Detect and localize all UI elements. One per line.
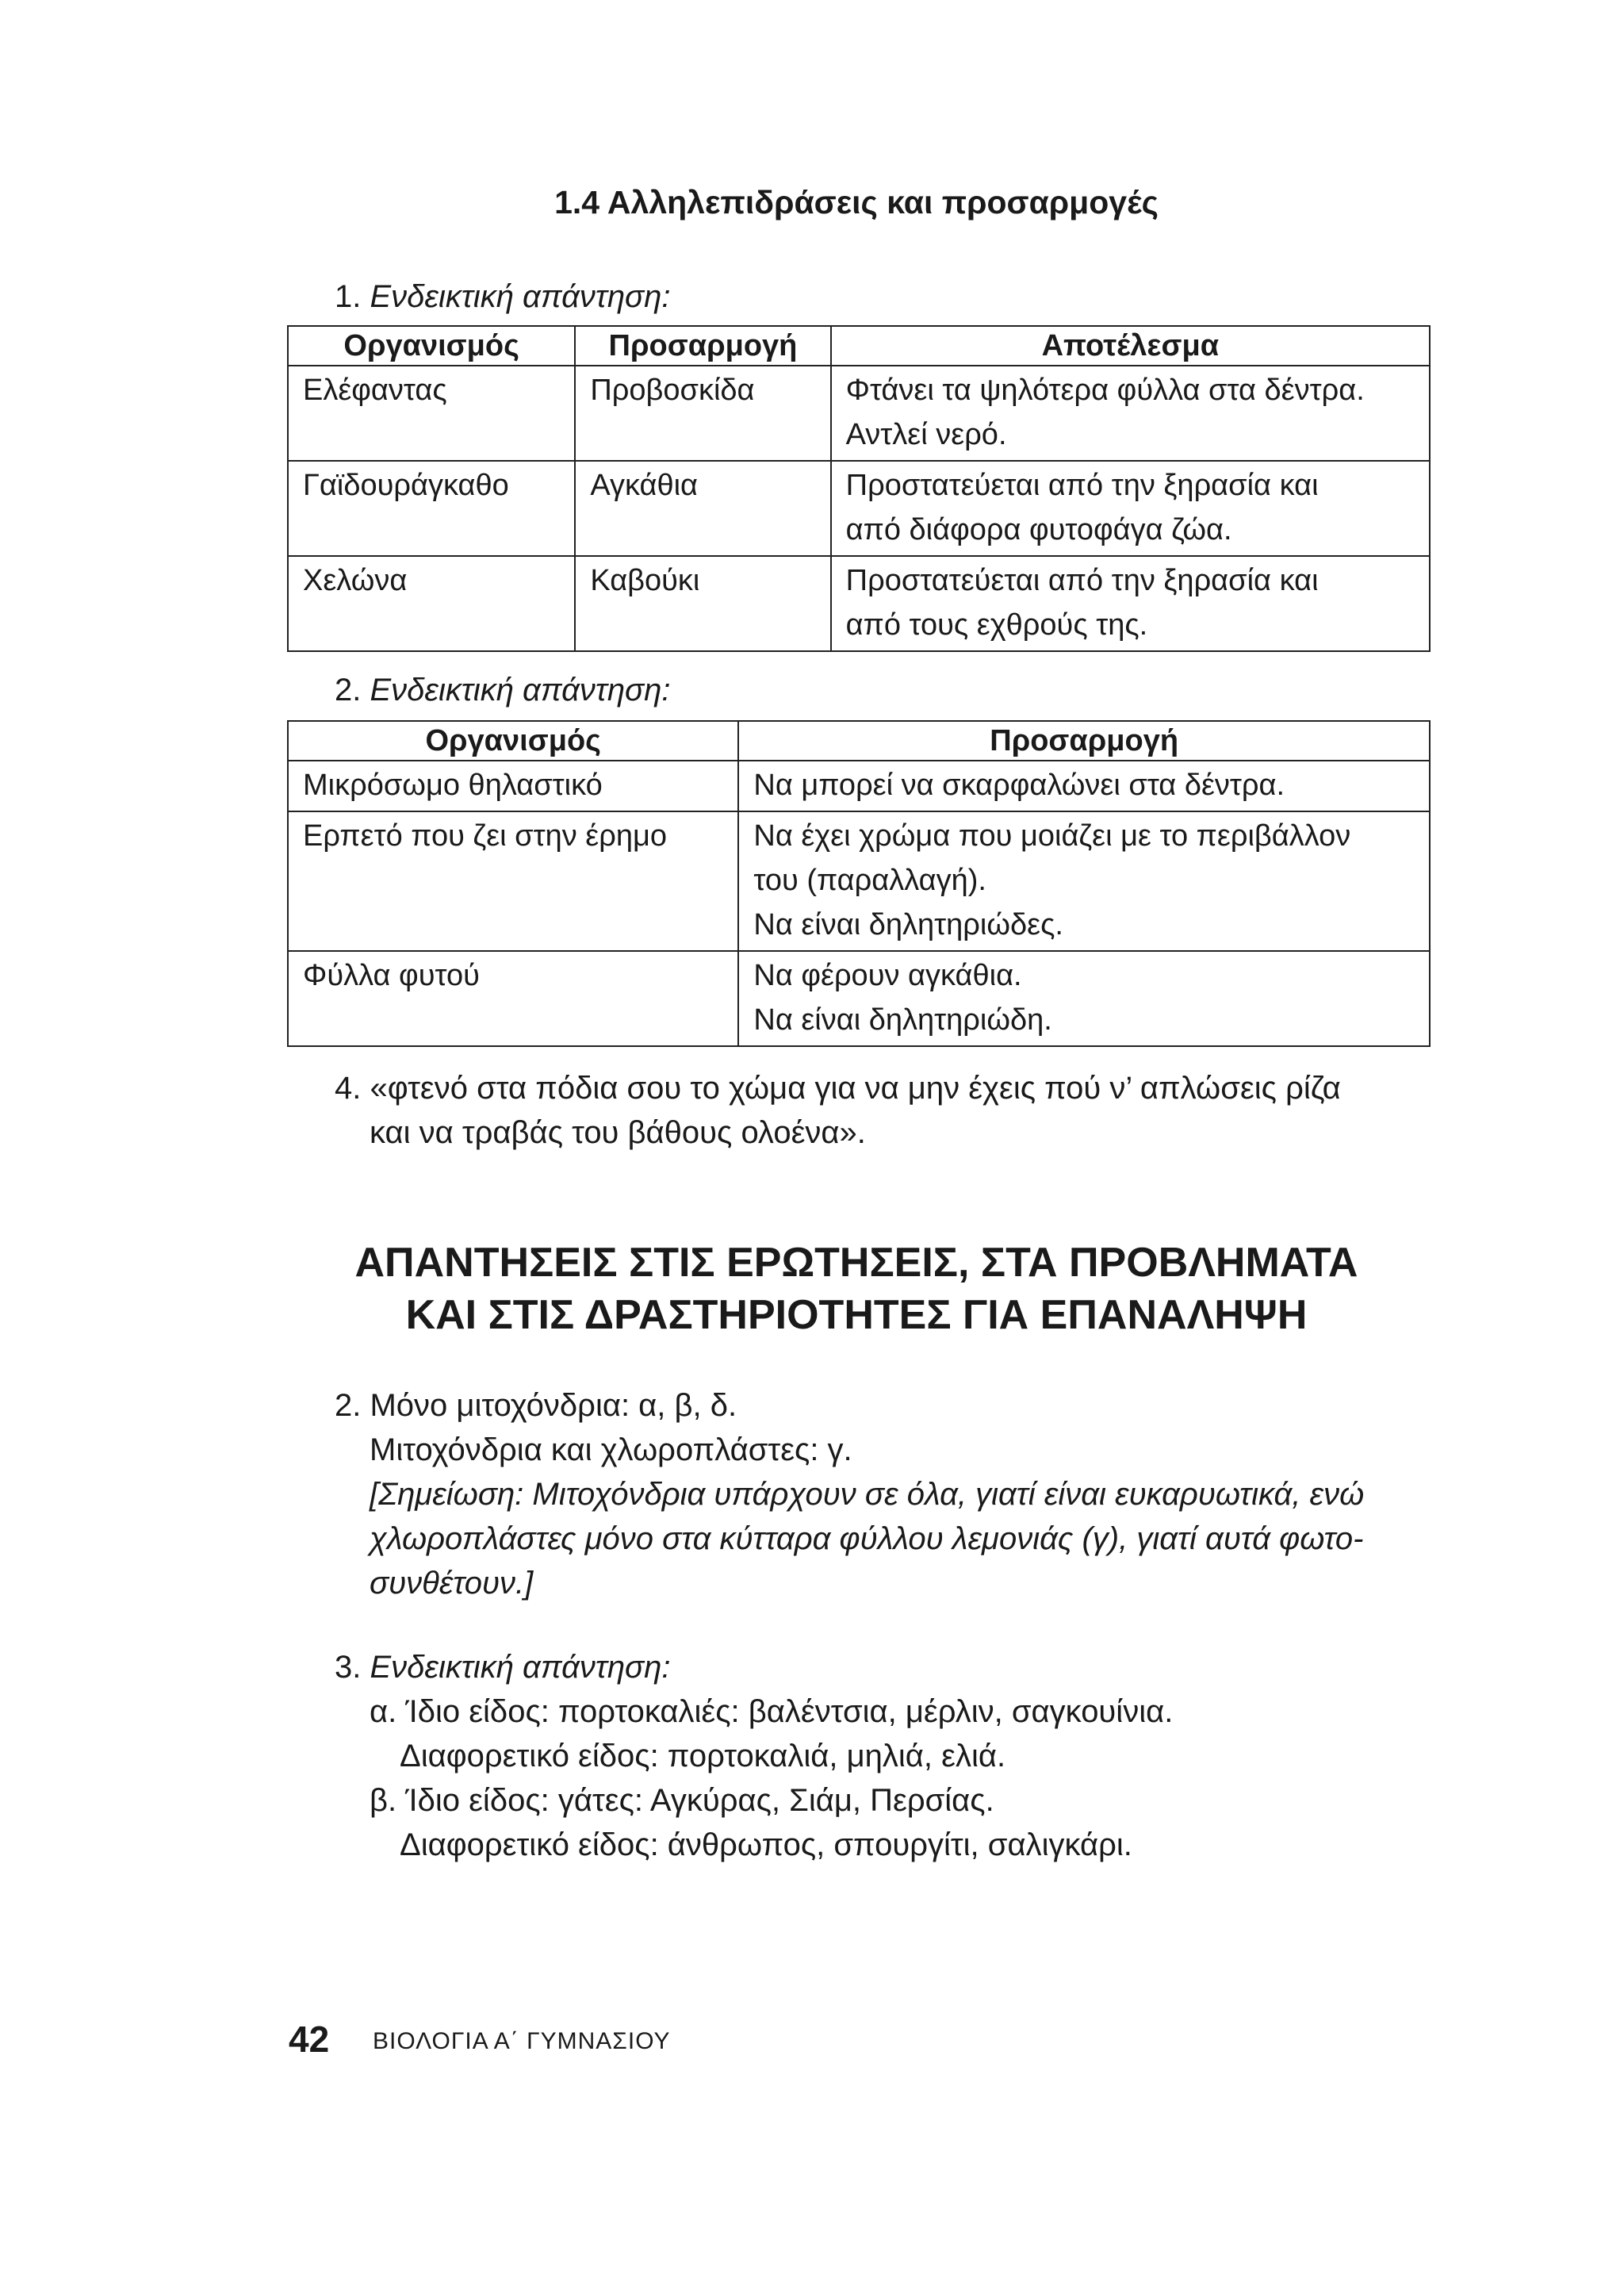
table-header-row [288,721,1430,761]
table-row [288,366,1430,461]
book-title: ΒΙΟΛΟΓΙΑ Α΄ ΓΥΜΝΑΣΙΟΥ [373,2028,671,2054]
table-row [288,761,1430,811]
cell-line: από τους εχθρούς της. [845,608,1148,642]
cell-line: του (παραλλαγή). [753,864,986,897]
q2-number: 2. [335,673,362,707]
cell-result [831,366,1430,461]
q4-text: «φτενό στα πόδια σου το χώμα για να μην έχεις πού ν’ απλώσεις ρίζα [370,1071,1341,1106]
cell-result [831,461,1430,556]
header-organism: Οργανισμός [288,721,738,761]
cell-line: Να είναι δηλητηριώδες. [753,908,1063,941]
r3-number: 3. [335,1650,362,1685]
q4-number: 4. [335,1071,362,1106]
q2-table [287,720,1431,1047]
q1-label: Ενδεικτική απάντηση: [370,279,671,314]
table-row [288,461,1430,556]
cell-organism: Μικρόσωμο θηλαστικό [288,761,738,811]
cell-adaptation [738,811,1430,951]
r3-b-line-1: β. Ίδιο είδος: γάτες: Αγκύρας, Σιάμ, Περσίας. [370,1783,994,1818]
cell-line: Να είναι δηλητηριώδη. [753,1003,1052,1037]
r3-heading [335,1650,671,1685]
cell-adaptation: Αγκάθια [575,461,830,556]
cell-organism: Γαϊδουράγκαθο [288,461,575,556]
r2-line-2: Μιτοχόνδρια και χλωροπλάστες: γ. [370,1432,852,1467]
q1-heading [335,279,671,315]
r3-a-line-2: Διαφορετικό είδος: πορτοκαλιά, μηλιά, ελιά. [400,1739,1006,1773]
review-title-line-2: ΚΑΙ ΣΤΙΣ ΔΡΑΣΤΗΡΙΟΤΗΤΕΣ ΓΙΑ ΕΠΑΝΑΛΗΨΗ [405,1292,1308,1338]
r2-text: Μόνο μιτοχόνδρια: α, β, δ. [370,1388,737,1423]
cell-adaptation: Προβοσκίδα [575,366,830,461]
r3-a-line-1: α. Ίδιο είδος: πορτοκαλιές: βαλέντσια, μέρλιν, σαγκουίνια. [370,1694,1174,1729]
q4-line-1 [335,1071,1341,1106]
q2-label: Ενδεικτική απάντηση: [370,673,671,707]
cell-organism: Ελέφαντας [288,366,575,461]
review-title-line-1: ΑΠΑΝΤΗΣΕΙΣ ΣΤΙΣ ΕΡΩΤΗΣΕΙΣ, ΣΤΑ ΠΡΟΒΛΗΜΑΤΑ [354,1240,1358,1286]
cell-line: Να έχει χρώμα που μοιάζει με το περιβάλλον [753,819,1351,853]
r2-note-line-3: συνθέτουν.] [370,1566,534,1601]
cell-adaptation [738,761,1430,811]
table-header-row [288,326,1430,366]
cell-result [831,556,1430,651]
r2-note-line-2: χλωροπλάστες μόνο στα κύτταρα φύλλου λεμονιάς (γ), γιατί αυτά φωτο- [370,1521,1364,1556]
cell-line: Φτάνει τα ψηλότερα φύλλα στα δέντρα. [845,374,1365,407]
section-title: 1.4 Αλληλεπιδράσεις και προσαρμογές [554,184,1159,220]
r2-note-line-1: [Σημείωση: Μιτοχόνδρια υπάρχουν σε όλα, γιατί είναι ευκαρυωτικά, ενώ [370,1477,1365,1512]
q1-number: 1. [335,279,362,314]
cell-organism: Χελώνα [288,556,575,651]
cell-line: από διάφορα φυτοφάγα ζώα. [845,513,1232,546]
cell-line: Να μπορεί να σκαρφαλώνει στα δέντρα. [753,769,1285,802]
r2-number: 2. [335,1388,362,1423]
header-result: Αποτέλεσμα [831,326,1430,366]
cell-line: Να φέρουν αγκάθια. [753,959,1022,992]
header-organism: Οργανισμός [288,326,575,366]
cell-line: Προστατεύεται από την ξηρασία και [845,469,1319,502]
cell-line: Αντλεί νερό. [845,418,1007,451]
cell-adaptation: Καβούκι [575,556,830,651]
r3-b-line-2: Διαφορετικό είδος: άνθρωπος, σπουργίτι, σαλιγκάρι. [400,1827,1132,1862]
table-row [288,556,1430,651]
r2-line-1 [335,1388,737,1424]
cell-organism: Ερπετό που ζει στην έρημο [288,811,738,951]
r3-label: Ενδεικτική απάντηση: [370,1650,671,1685]
q4-line-2: και να τραβάς του βάθους ολοένα». [370,1115,866,1150]
cell-adaptation [738,951,1430,1046]
table-row [288,951,1430,1046]
header-adaptation: Προσαρμογή [738,721,1430,761]
q1-table [287,325,1431,652]
header-adaptation: Προσαρμογή [575,326,830,366]
table-row [288,811,1430,951]
page-number: 42 [289,2019,330,2060]
q2-heading [335,673,671,708]
cell-line: Προστατεύεται από την ξηρασία και [845,564,1319,597]
cell-organism: Φύλλα φυτού [288,951,738,1046]
